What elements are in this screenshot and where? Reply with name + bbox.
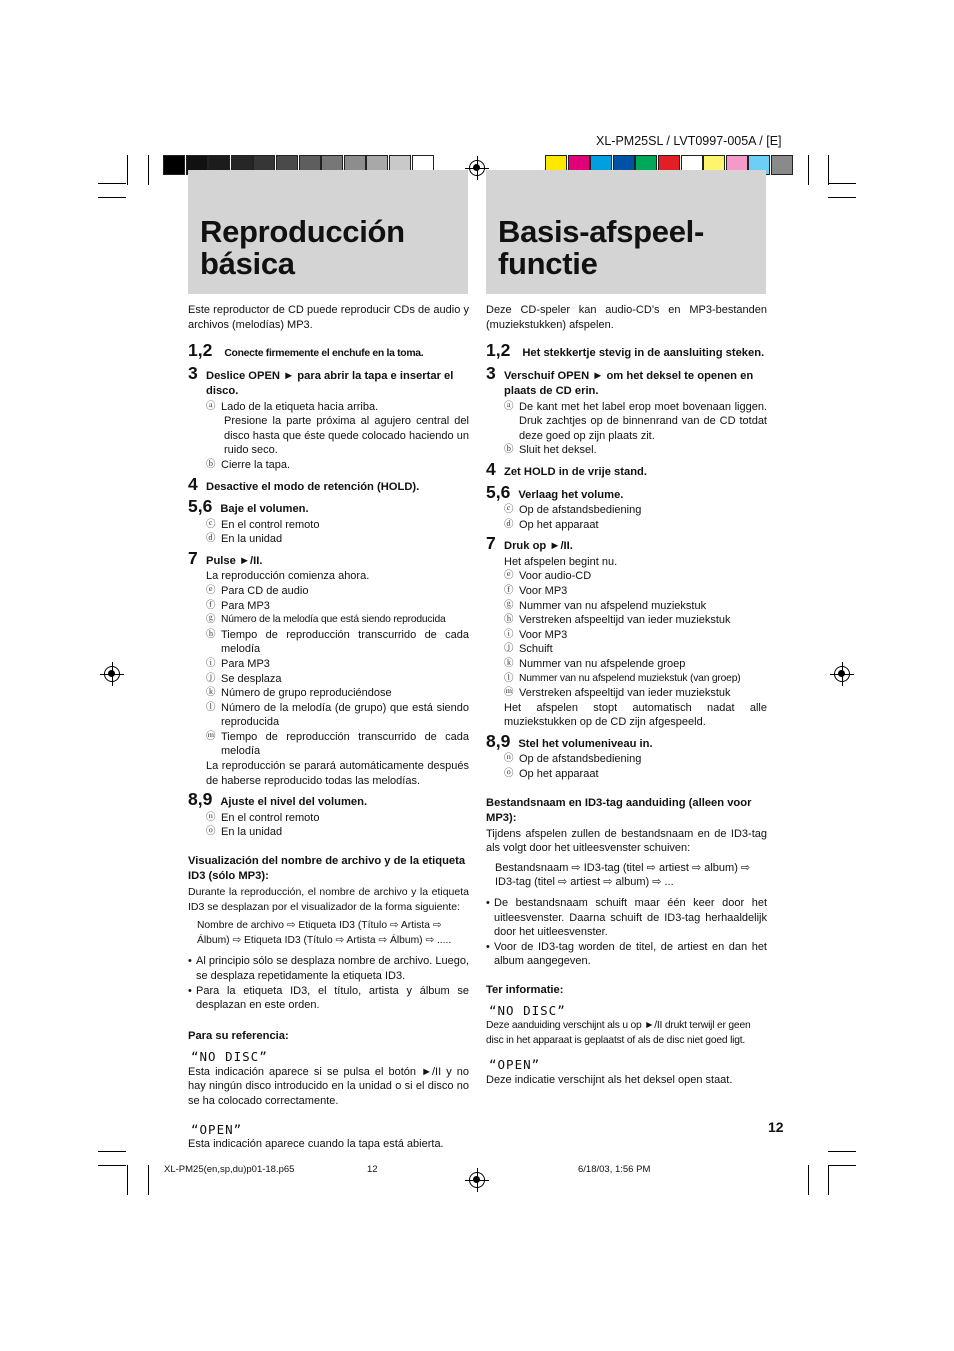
footer-date: 6/18/03, 1:56 PM	[578, 1164, 651, 1175]
step-8-9: 8,9 Stel het volumeniveau in.	[486, 730, 653, 751]
lcd-open: “OPEN”	[489, 1057, 541, 1073]
registration-mark-icon	[834, 666, 850, 682]
list-item: ⓘ Voor MP3	[504, 628, 568, 641]
list-item: ⓛ Número de la melodía (de grupo) que está siendo reproducida	[206, 701, 469, 729]
list-item: ⓙ Se desplaza	[206, 672, 282, 685]
dutch-page-title: Basis-afspeel- functie	[498, 214, 705, 281]
lcd-open: “OPEN”	[191, 1121, 243, 1137]
dutch-column	[486, 303, 767, 1087]
section-text: Durante la reproducción, el nombre de archivo y la etiqueta ID3 se desplazan por el visualizador de la forma siguiente:	[188, 885, 469, 913]
list-item: ⓘ Para MP3	[206, 657, 270, 670]
list-item: ⓙ Schuift	[504, 643, 553, 656]
bullet-item: • De bestandsnaam schuift maar één keer door het uitleesvenster. Daarna schuift de ID3-tag herhaaldelijk door het uitleesvenster.	[486, 896, 767, 939]
list-item: ⓔ Voor audio-CD	[504, 570, 592, 583]
list-item: ⓔ Para CD de audio	[206, 584, 309, 597]
list-item: ⓑ Cierre la tapa.	[206, 459, 291, 472]
list-item: ⓚ Número de grupo reproduciéndose	[206, 687, 392, 700]
section-heading: Ter informatie:	[486, 983, 564, 996]
list-item: ⓞ Op het apparaat	[504, 767, 599, 780]
bullet-item: • Para la etiqueta ID3, el título, artista y álbum se desplazan en este orden.	[188, 984, 469, 1012]
list-item: ⓑ Sluit het deksel.	[504, 444, 597, 457]
section-text: Deze indicatie verschijnt als het deksel open staat.	[486, 1073, 733, 1086]
list-item: ⓜ Verstreken afspeeltijd van ieder muziekstuk	[504, 687, 731, 700]
step-5-6: 5,6 Verlaag het volume.	[486, 481, 624, 502]
section-text: Esta indicación aparece si se pulsa el botón ►/II y no hay ningún disco introducido en la unidad o si el disco no se ha colocado correctamente.	[188, 1065, 469, 1107]
intro-text: Este reproductor de CD puede reproducir CDs de audio y archivos (melodías) MP3.	[188, 304, 469, 331]
list-item: ⓓ En la unidad	[206, 533, 283, 546]
list-item: ⓝ Op de afstandsbediening	[504, 753, 642, 766]
section-heading: Para su referencia:	[188, 1029, 289, 1042]
bullet-item: • Voor de ID3-tag worden de titel, de artiest en dan het album aangegeven.	[486, 940, 767, 968]
list-item: ⓕ Para MP3	[206, 599, 270, 612]
list-item: ⓞ En la unidad	[206, 826, 283, 839]
list-item: ⓐ Lado de la etiqueta hacia arriba.	[206, 400, 379, 413]
footer-page: 12	[367, 1164, 378, 1175]
section-text: Esta indicación aparece cuando la tapa está abierta.	[188, 1138, 444, 1151]
list-item: ⓒ Op de afstandsbediening	[504, 504, 642, 517]
list-item: ⓗ Verstreken afspeeltijd van ieder muziekstuk	[504, 614, 731, 627]
note-text: La reproducción se parará automáticamente después de haberse reproducido todas las melodías.	[206, 760, 469, 787]
note-text: Het afspelen begint nu.	[504, 555, 618, 568]
step-8-9: 8,9 Ajuste el nivel del volumen.	[188, 789, 368, 810]
step-7: 7 Druk op ►/II.	[486, 533, 573, 554]
list-item: ⓖ Número de la melodía que está siendo reproducida	[206, 614, 446, 626]
scroll-sequence: Bestandsnaam ⇨ ID3-tag (titel ⇨ artiest ⇨ album) ⇨ ID3-tag (titel ⇨ artiest ⇨ album) ⇨ ...	[495, 861, 751, 889]
lcd-no-disc: “NO DISC”	[191, 1049, 268, 1065]
list-item: ⓐ De kant met het label erop moet bovenaan liggen. Druk zachtjes op de binnenrand van de CD totdat deze goed op zijn plaats zit.	[504, 400, 767, 442]
list-item: ⓖ Nummer van nu afspelend muziekstuk	[504, 599, 707, 612]
list-item: ⓜ Tiempo de reproducción transcurrido de cada melodía	[206, 730, 469, 758]
step-5-6: 5,6 Baje el volumen.	[188, 496, 309, 517]
list-item: ⓒ En el control remoto	[206, 518, 320, 531]
step-3: 3 Deslice OPEN ► para abrir la tapa e insertar el disco.	[188, 362, 454, 398]
note-text: Het afspelen stopt automatisch nadat alle muziekstukken op de CD zijn afgespeeld.	[504, 701, 767, 729]
bullet-item: • Al principio sólo se desplaza nombre de archivo. Luego, se desplaza repetidamente la etiqueta ID3.	[188, 955, 469, 982]
registration-mark-icon	[104, 666, 120, 682]
model-code: XL-PM25SL / LVT0997-005A / [E]	[596, 134, 782, 148]
section-text: Tijdens afspelen zullen de bestandsnaam en de ID3-tag als volgt door het uitleesvenster schuiven:	[486, 827, 767, 855]
section-heading: Visualización del nombre de archivo y de la etiqueta ID3 (sólo MP3):	[188, 854, 466, 883]
step-4: 4 Desactive el modo de retención (HOLD).	[188, 473, 420, 494]
registration-mark-icon	[469, 1172, 485, 1188]
registration-mark-icon	[469, 160, 485, 176]
section-text: Deze aanduiding verschijnt als u op ►/II drukt terwijl er geen disc in het apparaat is geplaatst of als de disc niet goed ligt.	[486, 1020, 751, 1046]
list-item: ⓛ Nummer van nu afspelend muziekstuk (van groep)	[504, 672, 741, 684]
spanish-page-title: Reproducción básica	[200, 214, 405, 281]
spanish-title-box	[188, 170, 468, 294]
color-swatch	[771, 155, 793, 175]
footer-file: XL-PM25(en,sp,du)p01-18.p65	[164, 1164, 295, 1175]
page-number: 12	[768, 1119, 784, 1135]
dutch-title-box	[486, 170, 766, 294]
list-item: ⓓ Op het apparaat	[504, 518, 599, 531]
section-heading: Bestandsnaam en ID3-tag aanduiding (alleen voor MP3):	[486, 796, 752, 825]
spanish-column	[188, 303, 469, 1152]
step-1-2: 1,2 Conecte firmemente el enchufe en la toma.	[188, 340, 424, 361]
list-item: ⓝ En el control remoto	[206, 811, 320, 824]
color-swatch	[163, 155, 185, 175]
lcd-no-disc: “NO DISC”	[489, 1003, 566, 1019]
list-item: ⓗ Tiempo de reproducción transcurrido de cada melodía	[206, 628, 469, 656]
list-item: ⓕ Voor MP3	[504, 584, 568, 597]
step-3: 3 Verschuif OPEN ► om het deksel te openen en plaats de CD erin.	[486, 362, 754, 398]
intro-text: Deze CD-speler kan audio-CD’s en MP3-bestanden (muziekstukken) afspelen.	[486, 304, 767, 331]
step-4: 4 Zet HOLD in de vrije stand.	[486, 459, 647, 480]
list-item: ⓚ Nummer van nu afspelende groep	[504, 657, 686, 670]
step-1-2: 1,2 Het stekkertje stevig in de aansluiting steken.	[486, 340, 765, 361]
step-7: 7 Pulse ►/II.	[188, 547, 263, 568]
note-text: La reproducción comienza ahora.	[206, 570, 370, 583]
note-text: Presione la parte próxima al agujero central del disco hasta que éste quede colocado haciendo un ruido seco.	[224, 415, 469, 457]
scroll-sequence: Nombre de archivo ⇨ Etiqueta ID3 (Título ⇨ Artista ⇨ Álbum) ⇨ Etiqueta ID3 (Título ⇨ Artista ⇨ Álbum) ⇨ .....	[197, 920, 452, 946]
